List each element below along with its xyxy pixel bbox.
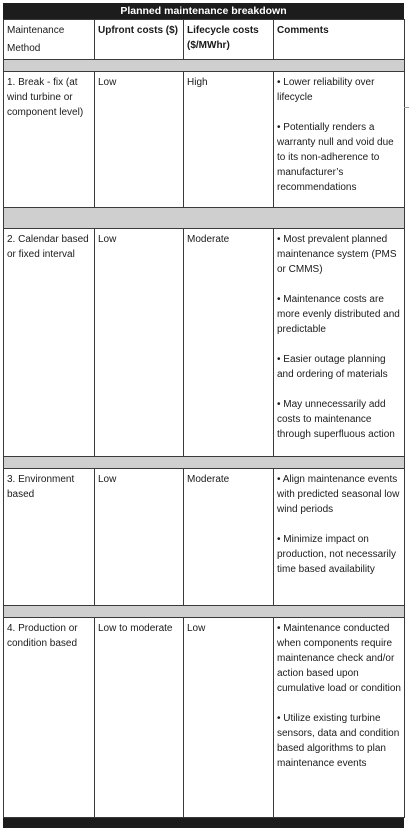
spacer-row <box>4 208 405 229</box>
comment-item: • Potentially renders a warranty null and void due to its non-adherence to manufacturer’s recommendations <box>277 122 394 193</box>
method-cell: 3. Environment based <box>4 469 95 606</box>
comments-cell <box>274 72 405 208</box>
lifecycle-cell: Moderate <box>184 229 274 457</box>
comments-cell <box>274 229 405 457</box>
spacer-row <box>4 606 405 618</box>
table-row <box>4 618 405 818</box>
upfront-cell: Low <box>95 72 184 208</box>
method-cell: 4. Production or condition based <box>4 618 95 818</box>
header-method-line2: Method <box>7 43 41 54</box>
comment-item: • Lower reliability over lifecycle <box>277 77 375 103</box>
lifecycle-cell: Low <box>184 618 274 818</box>
lifecycle-cell: High <box>184 72 274 208</box>
comment-item: • Easier outage planning and ordering of materials <box>277 354 388 380</box>
spacer-row <box>4 60 405 72</box>
header-upfront: Upfront costs ($) <box>95 20 184 60</box>
margin-tick-mark <box>404 107 409 108</box>
comment-item: • Most prevalent planned maintenance system (PMS or CMMS) <box>277 234 397 275</box>
header-row <box>4 20 405 60</box>
table-title: Planned maintenance breakdown <box>3 3 404 19</box>
lifecycle-cell: Moderate <box>184 469 274 606</box>
comment-item: • Align maintenance events with predicted seasonal low wind periods <box>277 474 400 515</box>
maintenance-table-frame <box>3 3 404 829</box>
maintenance-table <box>3 19 405 818</box>
table-row <box>4 469 405 606</box>
table-row <box>4 229 405 457</box>
comment-item: • Utilize existing turbine sensors, data and condition based algorithms to plan maintenance events <box>277 713 400 769</box>
comments-cell <box>274 618 405 818</box>
header-comments: Comments <box>274 20 405 60</box>
method-cell: 2. Calendar based or fixed interval <box>4 229 95 457</box>
upfront-cell: Low <box>95 469 184 606</box>
header-lifecycle: Lifecycle costs ($/MWhr) <box>184 20 274 60</box>
spacer-row <box>4 457 405 469</box>
table-footer-bar <box>3 818 404 828</box>
header-method <box>4 20 95 60</box>
comments-cell <box>274 469 405 606</box>
upfront-cell: Low to moderate <box>95 618 184 818</box>
upfront-cell: Low <box>95 229 184 457</box>
comment-item: • Maintenance conducted when components require maintenance check and/or action based upon cumulative load or condition <box>277 623 401 694</box>
comment-item: • May unnecessarily add costs to maintenance through superfluous action <box>277 399 395 440</box>
method-cell: 1. Break - fix (at wind turbine or component level) <box>4 72 95 208</box>
comment-item: • Maintenance costs are more evenly distributed and predictable <box>277 294 400 335</box>
table-row <box>4 72 405 208</box>
header-method-line1: Maintenance <box>7 25 65 36</box>
comment-item: • Minimize impact on production, not necessarily time based availability <box>277 534 396 575</box>
